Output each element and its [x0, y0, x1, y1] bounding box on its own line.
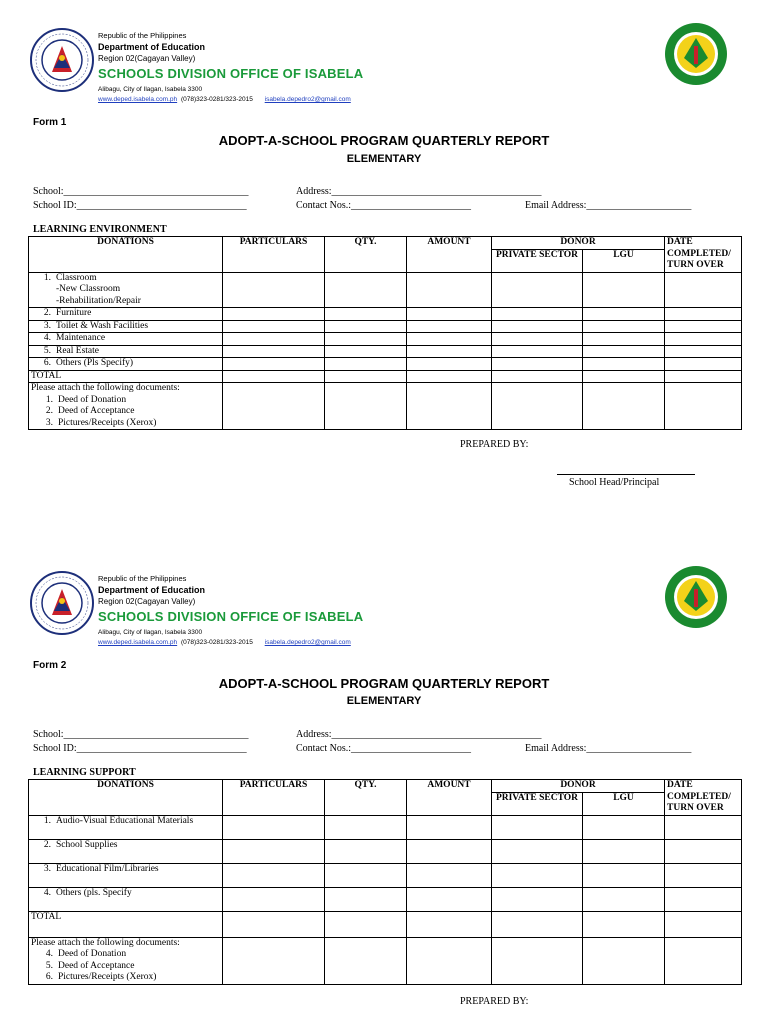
qty-cell[interactable]: [325, 345, 407, 358]
date-cell[interactable]: [665, 370, 742, 383]
attach-cell: [29, 937, 223, 984]
form1-contact-field[interactable]: Contact Nos.:________________________: [296, 200, 471, 211]
deped-seal-left: [30, 571, 94, 635]
donation-cell: [29, 272, 223, 308]
list-item: 3. Pictures/Receipts (Xerox): [45, 417, 157, 428]
lgu-cell[interactable]: [583, 839, 665, 863]
date-cell[interactable]: [665, 839, 742, 863]
particulars-cell[interactable]: [223, 345, 325, 358]
amount-cell[interactable]: [407, 333, 492, 346]
qty-cell[interactable]: [325, 308, 407, 321]
lgu-cell[interactable]: [583, 383, 665, 430]
attach-cell: [29, 383, 223, 430]
col-donations: DONATIONS: [29, 237, 223, 273]
list-item: 6. Others (Pls Specify): [29, 358, 223, 371]
private-cell[interactable]: [492, 863, 583, 887]
col-donor: DONOR: [492, 237, 665, 250]
lgu-cell[interactable]: [583, 358, 665, 371]
phone-text: (078)323-0281/323-2015: [180, 96, 253, 103]
form2-email-field[interactable]: Email Address:_____________________: [525, 743, 692, 754]
lgu-cell[interactable]: [583, 345, 665, 358]
table-row: [29, 358, 742, 371]
qty-cell[interactable]: [325, 911, 407, 937]
private-cell[interactable]: [492, 308, 583, 321]
amount-cell[interactable]: [407, 320, 492, 333]
form1-subtitle: ELEMENTARY: [346, 153, 422, 165]
list-item: 2. Furniture: [29, 308, 223, 321]
list-item: 4. Others (pls. Specify: [29, 887, 223, 911]
col-qty: QTY.: [325, 237, 407, 273]
amount-cell[interactable]: [407, 839, 492, 863]
date-cell[interactable]: [665, 911, 742, 937]
col-amount: AMOUNT: [407, 237, 492, 273]
form2-prepared-by: PREPARED BY:: [460, 996, 529, 1007]
list-item: -Rehabilitation/Repair: [56, 295, 141, 306]
list-item: 1. Audio-Visual Educational Materials: [29, 815, 223, 839]
deped-seal-left: [30, 28, 94, 92]
table-row: [29, 345, 742, 358]
lgu-cell[interactable]: [583, 272, 665, 308]
particulars-cell[interactable]: [223, 887, 325, 911]
lgu-cell[interactable]: [583, 815, 665, 839]
table-row: [29, 383, 742, 430]
list-item: 4. Deed of Donation: [45, 949, 127, 959]
table-row: [29, 863, 742, 887]
republic-text: Republic of the Philippines: [98, 574, 187, 583]
qty-cell[interactable]: [325, 370, 407, 383]
particulars-cell[interactable]: [223, 333, 325, 346]
form2-label: Form 2: [33, 660, 67, 671]
form1-section-title: LEARNING ENVIRONMENT: [33, 224, 167, 235]
qty-cell[interactable]: [325, 937, 407, 984]
list-item: 1. Deed of Donation: [45, 394, 127, 405]
list-item: 3. Toilet & Wash Facilities: [29, 320, 223, 333]
date-cell[interactable]: [665, 887, 742, 911]
lgu-cell[interactable]: [583, 333, 665, 346]
form1-table: [28, 236, 742, 430]
department-text: Department of Education: [98, 585, 206, 595]
division-seal-right: [664, 565, 728, 629]
region-text: Region 02(Cagayan Valley): [98, 54, 196, 63]
list-item: 6. Pictures/Receipts (Xerox): [45, 972, 157, 982]
table-row: [29, 839, 742, 863]
date-cell[interactable]: [665, 320, 742, 333]
lgu-cell[interactable]: [583, 911, 665, 937]
private-cell[interactable]: [492, 937, 583, 984]
private-cell[interactable]: [492, 345, 583, 358]
form1-address-field[interactable]: Address:__________________________________________: [296, 186, 542, 197]
date-cell[interactable]: [665, 383, 742, 430]
form2-school-id-field[interactable]: School ID:__________________________________: [33, 743, 247, 754]
amount-cell[interactable]: [407, 370, 492, 383]
private-cell[interactable]: [492, 911, 583, 937]
col-particulars: PARTICULARS: [223, 237, 325, 273]
amount-cell[interactable]: [407, 358, 492, 371]
amount-cell[interactable]: [407, 272, 492, 308]
private-cell[interactable]: [492, 272, 583, 308]
form2-contact-field[interactable]: Contact Nos.:________________________: [296, 743, 471, 754]
lgu-cell[interactable]: [583, 320, 665, 333]
col-lgu: LGU: [583, 792, 665, 815]
table-row: [29, 911, 742, 937]
date-cell[interactable]: [665, 333, 742, 346]
particulars-cell[interactable]: [223, 308, 325, 321]
form2-subtitle: ELEMENTARY: [346, 695, 422, 707]
particulars-cell[interactable]: [223, 815, 325, 839]
particulars-cell[interactable]: [223, 383, 325, 430]
list-item: 3. Educational Film/Libraries: [29, 863, 223, 887]
division-title: SCHOOLS DIVISION OFFICE OF ISABELA: [98, 66, 364, 81]
date-cell[interactable]: [665, 272, 742, 308]
list-item: -New Classroom: [56, 284, 121, 294]
table-row: [29, 308, 742, 321]
qty-cell[interactable]: [325, 320, 407, 333]
website-link[interactable]: www.deped.isabela.com.ph: [98, 639, 178, 646]
form1-school-id-field[interactable]: School ID:__________________________________: [33, 200, 247, 211]
form1-email-field[interactable]: Email Address:_____________________: [525, 200, 692, 211]
private-cell[interactable]: [492, 815, 583, 839]
table-row: [29, 815, 742, 839]
date-cell[interactable]: [665, 815, 742, 839]
particulars-cell[interactable]: [223, 839, 325, 863]
list-item: 2. Deed of Acceptance: [45, 406, 135, 416]
division-title: SCHOOLS DIVISION OFFICE OF ISABELA: [98, 609, 364, 624]
form1-signatory: School Head/Principal: [569, 477, 660, 488]
website-link[interactable]: www.deped.isabela.com.ph: [98, 96, 178, 103]
contact-line: [98, 638, 351, 647]
lgu-cell[interactable]: [583, 370, 665, 383]
private-cell[interactable]: [492, 358, 583, 371]
division-address: Alibagu, City of Ilagan, Isabela 3300: [98, 86, 203, 93]
qty-cell[interactable]: [325, 383, 407, 430]
list-item: 5. Real Estate: [29, 345, 223, 358]
total-label: TOTAL: [29, 911, 223, 937]
list-item: 4. Maintenance: [29, 333, 223, 346]
phone-text: (078)323-0281/323-2015: [180, 639, 253, 646]
date-cell[interactable]: [665, 863, 742, 887]
table-row: [29, 937, 742, 984]
amount-cell[interactable]: [407, 863, 492, 887]
table-row: [29, 320, 742, 333]
form1-label: Form 1: [33, 117, 67, 128]
col-donations: DONATIONS: [29, 780, 223, 816]
department-text: Department of Education: [98, 42, 206, 52]
table-row: [29, 272, 742, 308]
table-row: [29, 887, 742, 911]
division-seal-right: [664, 22, 728, 86]
particulars-cell[interactable]: [223, 370, 325, 383]
date-cell[interactable]: [665, 358, 742, 371]
amount-cell[interactable]: [407, 887, 492, 911]
form2-section-title: LEARNING SUPPORT: [33, 767, 136, 778]
qty-cell[interactable]: [325, 863, 407, 887]
amount-cell[interactable]: [407, 911, 492, 937]
col-particulars: PARTICULARS: [223, 780, 325, 816]
col-private-sector: PRIVATE SECTOR: [492, 249, 583, 272]
division-address: Alibagu, City of Ilagan, Isabela 3300: [98, 629, 203, 636]
signature-line[interactable]: [557, 474, 695, 475]
col-private-sector: PRIVATE SECTOR: [492, 792, 583, 815]
qty-cell[interactable]: [325, 272, 407, 308]
private-cell[interactable]: [492, 370, 583, 383]
amount-cell[interactable]: [407, 937, 492, 984]
qty-cell[interactable]: [325, 358, 407, 371]
col-amount: AMOUNT: [407, 780, 492, 816]
private-cell[interactable]: [492, 333, 583, 346]
col-date: DATE COMPLETED/ TURN OVER: [665, 237, 742, 273]
particulars-cell[interactable]: [223, 937, 325, 984]
table-row: [29, 333, 742, 346]
lgu-cell[interactable]: [583, 308, 665, 321]
lgu-cell[interactable]: [583, 887, 665, 911]
form2-title: ADOPT-A-SCHOOL PROGRAM QUARTERLY REPORT: [218, 676, 550, 691]
amount-cell[interactable]: [407, 383, 492, 430]
email-link[interactable]: isabela.depedro2@gmail.com: [264, 639, 351, 646]
amount-cell[interactable]: [407, 308, 492, 321]
private-cell[interactable]: [492, 839, 583, 863]
form1-title: ADOPT-A-SCHOOL PROGRAM QUARTERLY REPORT: [218, 133, 550, 148]
attach-note: Please attach the following documents:: [31, 383, 180, 393]
form2-address-field[interactable]: Address:__________________________________________: [296, 729, 542, 740]
qty-cell[interactable]: [325, 815, 407, 839]
particulars-cell[interactable]: [223, 911, 325, 937]
attach-note: Please attach the following documents:: [31, 937, 180, 948]
particulars-cell[interactable]: [223, 863, 325, 887]
region-text: Region 02(Cagayan Valley): [98, 597, 196, 606]
date-cell[interactable]: [665, 308, 742, 321]
private-cell[interactable]: [492, 383, 583, 430]
email-link[interactable]: isabela.depedro2@gmail.com: [264, 96, 351, 103]
col-donor: DONOR: [492, 780, 665, 793]
total-label: TOTAL: [29, 370, 223, 383]
particulars-cell[interactable]: [223, 272, 325, 308]
table-row: [29, 370, 742, 383]
date-cell[interactable]: [665, 937, 742, 984]
form1-school-field[interactable]: School:_____________________________________: [33, 186, 249, 197]
private-cell[interactable]: [492, 887, 583, 911]
form2-table: [28, 779, 742, 985]
particulars-cell[interactable]: [223, 358, 325, 371]
lgu-cell[interactable]: [583, 937, 665, 984]
list-item: 2. School Supplies: [29, 839, 223, 863]
col-qty: QTY.: [325, 780, 407, 816]
lgu-cell[interactable]: [583, 863, 665, 887]
qty-cell[interactable]: [325, 839, 407, 863]
republic-text: Republic of the Philippines: [98, 31, 187, 40]
col-lgu: LGU: [583, 249, 665, 272]
amount-cell[interactable]: [407, 345, 492, 358]
contact-line: [98, 95, 351, 104]
list-item: 5. Deed of Acceptance: [45, 960, 135, 971]
qty-cell[interactable]: [325, 887, 407, 911]
private-cell[interactable]: [492, 320, 583, 333]
particulars-cell[interactable]: [223, 320, 325, 333]
amount-cell[interactable]: [407, 815, 492, 839]
form1-prepared-by: PREPARED BY:: [460, 439, 529, 450]
col-date: DATE COMPLETED/ TURN OVER: [665, 780, 742, 816]
qty-cell[interactable]: [325, 333, 407, 346]
form2-school-field[interactable]: School:_____________________________________: [33, 729, 249, 740]
date-cell[interactable]: [665, 345, 742, 358]
list-item: 1. Classroom: [43, 272, 97, 283]
